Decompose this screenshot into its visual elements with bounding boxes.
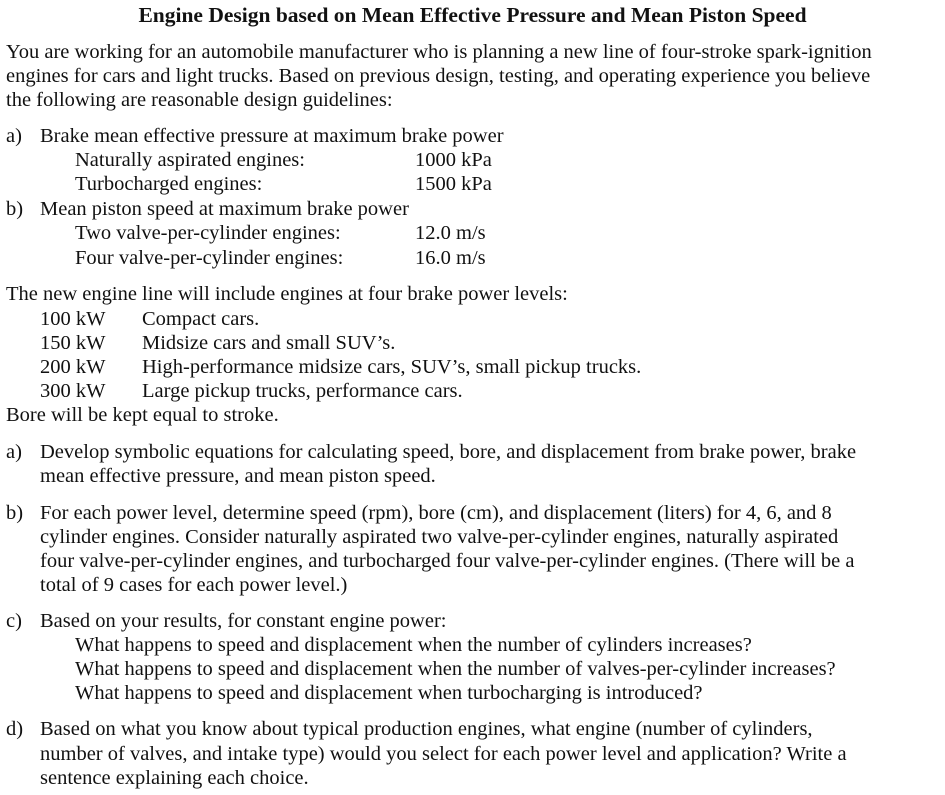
intro-line: You are working for an automobile manufacturer who is planning a new line of four-stroke spark-ignition xyxy=(6,41,872,63)
intro-line: engines for cars and light trucks. Based on previous design, testing, and operating experience you believe xyxy=(6,65,871,87)
question-line: sentence explaining each choice. xyxy=(40,767,309,789)
power-desc: High-performance midsize cars, SUV’s, small pickup trucks. xyxy=(142,356,642,378)
bore-note: Bore will be kept equal to stroke. xyxy=(6,404,279,426)
guideline-row-value: 12.0 m/s xyxy=(415,222,486,244)
page-title: Engine Design based on Mean Effective Pressure and Mean Piston Speed xyxy=(138,3,807,27)
question-label: b) xyxy=(6,502,24,524)
question-label: d) xyxy=(6,718,24,740)
question-label: a) xyxy=(6,441,22,463)
question-line: What happens to speed and displacement when the number of cylinders increases? xyxy=(75,634,752,656)
question-line: cylinder engines. Consider naturally aspirated two valve-per-cylinder engines, naturally aspirated xyxy=(40,526,839,548)
intro-line: the following are reasonable design guidelines: xyxy=(6,89,393,111)
power-level: 100 kW xyxy=(40,308,106,330)
question-line: For each power level, determine speed (rpm), bore (cm), and displacement (liters) for 4, 6, and 8 xyxy=(40,502,832,524)
power-level: 200 kW xyxy=(40,356,106,378)
question-line: Based on your results, for constant engine power: xyxy=(40,610,447,632)
guideline-row-name: Two valve-per-cylinder engines: xyxy=(75,222,341,244)
guideline-row-value: 1000 kPa xyxy=(415,149,492,171)
power-intro: The new engine line will include engines at four brake power levels: xyxy=(6,283,568,305)
guideline-label: a) xyxy=(6,125,22,147)
guideline-text: Mean piston speed at maximum brake power xyxy=(40,198,409,220)
question-line: What happens to speed and displacement when turbocharging is introduced? xyxy=(75,682,703,704)
guideline-row-value: 1500 kPa xyxy=(415,173,492,195)
power-desc: Compact cars. xyxy=(142,308,260,330)
question-line: Based on what you know about typical production engines, what engine (number of cylinders, xyxy=(40,718,813,740)
question-line: mean effective pressure, and mean piston speed. xyxy=(40,465,436,487)
question-line: four valve-per-cylinder engines, and turbocharged four valve-per-cylinder engines. (There will be a xyxy=(40,550,855,572)
question-label: c) xyxy=(6,610,22,632)
question-line: Develop symbolic equations for calculating speed, bore, and displacement from brake power, brake xyxy=(40,441,857,463)
guideline-text: Brake mean effective pressure at maximum brake power xyxy=(40,125,504,147)
power-desc: Midsize cars and small SUV’s. xyxy=(142,332,396,354)
guideline-label: b) xyxy=(6,198,24,220)
power-level: 300 kW xyxy=(40,380,106,402)
guideline-row-name: Turbocharged engines: xyxy=(75,173,263,195)
power-level: 150 kW xyxy=(40,332,106,354)
guideline-row-name: Naturally aspirated engines: xyxy=(75,149,305,171)
question-line: number of valves, and intake type) would you select for each power level and application? Write a xyxy=(40,743,847,765)
power-desc: Large pickup trucks, performance cars. xyxy=(142,380,463,402)
question-line: What happens to speed and displacement when the number of valves-per-cylinder increases? xyxy=(75,658,836,680)
guideline-row-name: Four valve-per-cylinder engines: xyxy=(75,247,344,269)
question-line: total of 9 cases for each power level.) xyxy=(40,574,348,596)
guideline-row-value: 16.0 m/s xyxy=(415,247,486,269)
